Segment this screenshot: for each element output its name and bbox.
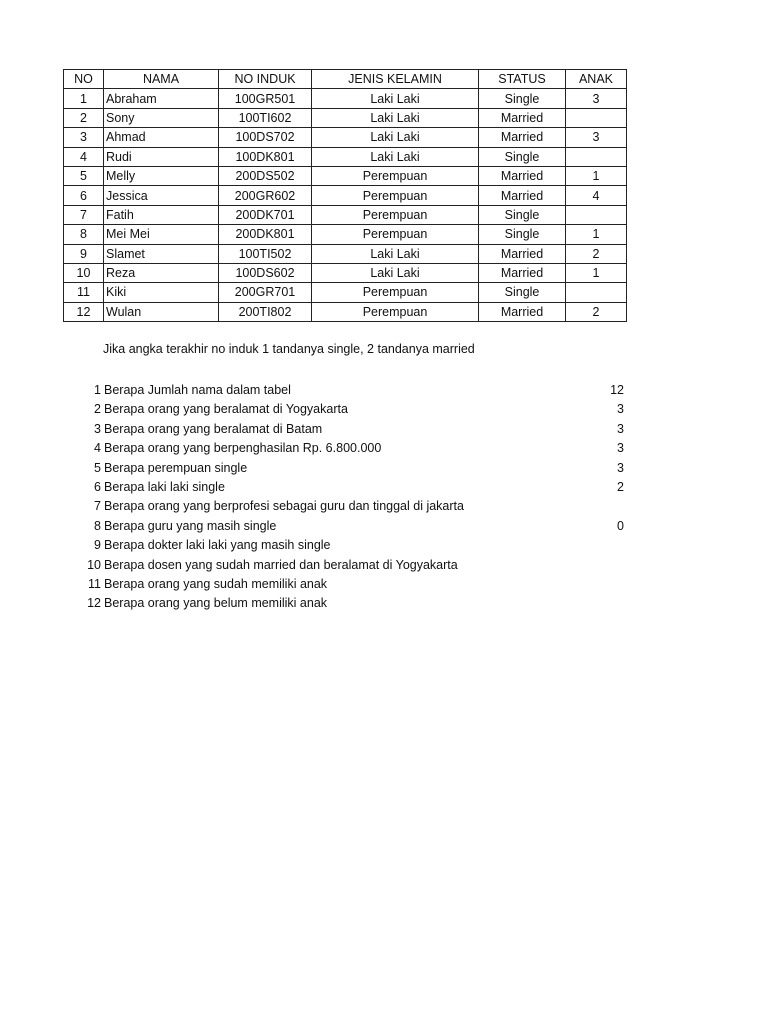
cell-no: 3: [64, 128, 104, 147]
header-status: STATUS: [479, 70, 566, 89]
cell-anak: 1: [566, 263, 627, 282]
table-row: [64, 225, 627, 244]
table-row: [64, 166, 627, 185]
cell-no-induk: 100TI602: [219, 108, 312, 127]
cell-no: 12: [64, 302, 104, 321]
cell-jenis-kelamin: Laki Laki: [312, 108, 479, 127]
cell-jenis-kelamin: Perempuan: [312, 186, 479, 205]
question-answer: 12: [610, 383, 624, 397]
table-row: [64, 186, 627, 205]
table-row: [64, 108, 627, 127]
cell-no: 5: [64, 166, 104, 185]
cell-status: Married: [479, 302, 566, 321]
cell-no: 8: [64, 225, 104, 244]
question-item: [0, 497, 768, 516]
cell-no: 9: [64, 244, 104, 263]
question-answer: 3: [617, 421, 624, 436]
cell-status: Single: [479, 283, 566, 302]
header-jenis-kelamin: JENIS KELAMIN: [312, 70, 479, 89]
question-item: [0, 381, 768, 400]
cell-jenis-kelamin: Laki Laki: [312, 263, 479, 282]
cell-jenis-kelamin: Laki Laki: [312, 89, 479, 108]
cell-jenis-kelamin: Laki Laki: [312, 244, 479, 263]
cell-nama: Slamet: [104, 244, 219, 263]
question-item: [0, 594, 768, 613]
cell-no-induk: 200DS502: [219, 166, 312, 185]
question-number: 1: [94, 383, 101, 397]
cell-nama: Rudi: [104, 147, 219, 166]
cell-no-induk: 200TI802: [219, 302, 312, 321]
cell-nama: Wulan: [104, 302, 219, 321]
cell-anak: 2: [566, 244, 627, 263]
cell-no: 1: [64, 89, 104, 108]
cell-anak: 4: [566, 186, 627, 205]
table-row: [64, 302, 627, 321]
cell-no-induk: 100DS702: [219, 128, 312, 147]
cell-status: Married: [479, 128, 566, 147]
question-item: [0, 517, 768, 536]
cell-nama: Fatih: [104, 205, 219, 224]
question-text: Berapa guru yang masih single: [104, 518, 277, 533]
cell-no: 2: [64, 108, 104, 127]
cell-status: Married: [479, 108, 566, 127]
question-text: Berapa dosen yang sudah married dan beralamat di Yogyakarta: [104, 557, 458, 572]
question-number: 8: [94, 518, 101, 533]
cell-anak: 2: [566, 302, 627, 321]
table-row: [64, 263, 627, 282]
table-row: [64, 128, 627, 147]
question-item: [0, 400, 768, 419]
cell-anak: [566, 147, 627, 166]
table-row: [64, 244, 627, 263]
header-nama: NAMA: [104, 70, 219, 89]
cell-no-induk: 100TI502: [219, 244, 312, 263]
question-text: Berapa orang yang beralamat di Yogyakarta: [104, 402, 348, 417]
cell-no-induk: 100DK801: [219, 147, 312, 166]
cell-status: Married: [479, 244, 566, 263]
cell-no: 11: [64, 283, 104, 302]
cell-no-induk: 200GR602: [219, 186, 312, 205]
cell-status: Married: [479, 263, 566, 282]
question-item: [0, 575, 768, 594]
question-text: Berapa perempuan single: [104, 460, 248, 475]
question-item: [0, 556, 768, 575]
cell-anak: [566, 283, 627, 302]
cell-nama: Ahmad: [104, 128, 219, 147]
question-number: 10: [87, 557, 101, 572]
question-list: [0, 381, 768, 614]
cell-nama: Kiki: [104, 283, 219, 302]
cell-no: 4: [64, 147, 104, 166]
cell-no-induk: 200DK801: [219, 225, 312, 244]
cell-nama: Abraham: [104, 89, 219, 108]
question-item: [0, 459, 768, 478]
question-number: 12: [87, 596, 101, 611]
question-number: 6: [94, 479, 101, 494]
question-item: [0, 536, 768, 555]
cell-anak: 1: [566, 166, 627, 185]
header-no-induk: NO INDUK: [219, 70, 312, 89]
table-row: [64, 89, 627, 108]
question-text: Berapa orang yang sudah memiliki anak: [104, 576, 328, 591]
cell-no-induk: 200DK701: [219, 205, 312, 224]
cell-jenis-kelamin: Perempuan: [312, 302, 479, 321]
cell-anak: [566, 108, 627, 127]
question-number: 11: [88, 576, 101, 591]
table-row: [64, 283, 627, 302]
question-answer: 0: [617, 518, 624, 533]
question-text: Berapa orang yang berpenghasilan Rp. 6.800.000: [104, 441, 382, 456]
employee-table: [63, 69, 627, 322]
question-text: Berapa laki laki single: [104, 479, 225, 494]
question-number: 4: [94, 441, 101, 456]
cell-jenis-kelamin: Perempuan: [312, 205, 479, 224]
question-text: Berapa orang yang berprofesi sebagai guru dan tinggal di jakarta: [104, 499, 464, 514]
cell-nama: Melly: [104, 166, 219, 185]
question-item: [0, 439, 768, 458]
question-text: Berapa orang yang beralamat di Batam: [104, 421, 323, 436]
question-answer: 3: [617, 441, 624, 456]
cell-no-induk: 100GR501: [219, 89, 312, 108]
question-item: [0, 420, 768, 439]
cell-nama: Mei Mei: [104, 225, 219, 244]
cell-status: Married: [479, 166, 566, 185]
question-text: Berapa Jumlah nama dalam tabel: [104, 383, 291, 397]
cell-no: 6: [64, 186, 104, 205]
question-number: 9: [94, 538, 101, 553]
question-answer: 3: [617, 402, 624, 417]
cell-anak: 3: [566, 89, 627, 108]
cell-jenis-kelamin: Perempuan: [312, 283, 479, 302]
question-number: 7: [94, 499, 101, 514]
cell-status: Single: [479, 205, 566, 224]
header-anak: ANAK: [566, 70, 627, 89]
cell-status: Married: [479, 186, 566, 205]
table-body: [64, 89, 627, 322]
question-number: 2: [94, 402, 101, 417]
table-row: [64, 205, 627, 224]
table-row: [64, 147, 627, 166]
cell-no: 10: [64, 263, 104, 282]
cell-no-induk: 100DS602: [219, 263, 312, 282]
cell-status: Single: [479, 225, 566, 244]
cell-no-induk: 200GR701: [219, 283, 312, 302]
table-header-row: [64, 70, 627, 89]
question-item: [0, 478, 768, 497]
question-number: 5: [94, 460, 101, 475]
cell-no: 7: [64, 205, 104, 224]
cell-anak: 1: [566, 225, 627, 244]
instruction-note: Jika angka terakhir no induk 1 tandanya single, 2 tandanya married: [103, 342, 475, 356]
cell-jenis-kelamin: Perempuan: [312, 225, 479, 244]
question-answer: 2: [617, 479, 624, 494]
cell-anak: [566, 205, 627, 224]
question-text: Berapa dokter laki laki yang masih single: [104, 538, 331, 553]
question-number: 3: [94, 421, 101, 436]
cell-nama: Sony: [104, 108, 219, 127]
cell-nama: Reza: [104, 263, 219, 282]
cell-jenis-kelamin: Perempuan: [312, 166, 479, 185]
cell-status: Single: [479, 89, 566, 108]
header-no: NO: [64, 70, 104, 89]
cell-jenis-kelamin: Laki Laki: [312, 147, 479, 166]
cell-nama: Jessica: [104, 186, 219, 205]
cell-jenis-kelamin: Laki Laki: [312, 128, 479, 147]
question-answer: 3: [617, 460, 624, 475]
cell-anak: 3: [566, 128, 627, 147]
question-text: Berapa orang yang belum memiliki anak: [104, 596, 328, 611]
cell-status: Single: [479, 147, 566, 166]
